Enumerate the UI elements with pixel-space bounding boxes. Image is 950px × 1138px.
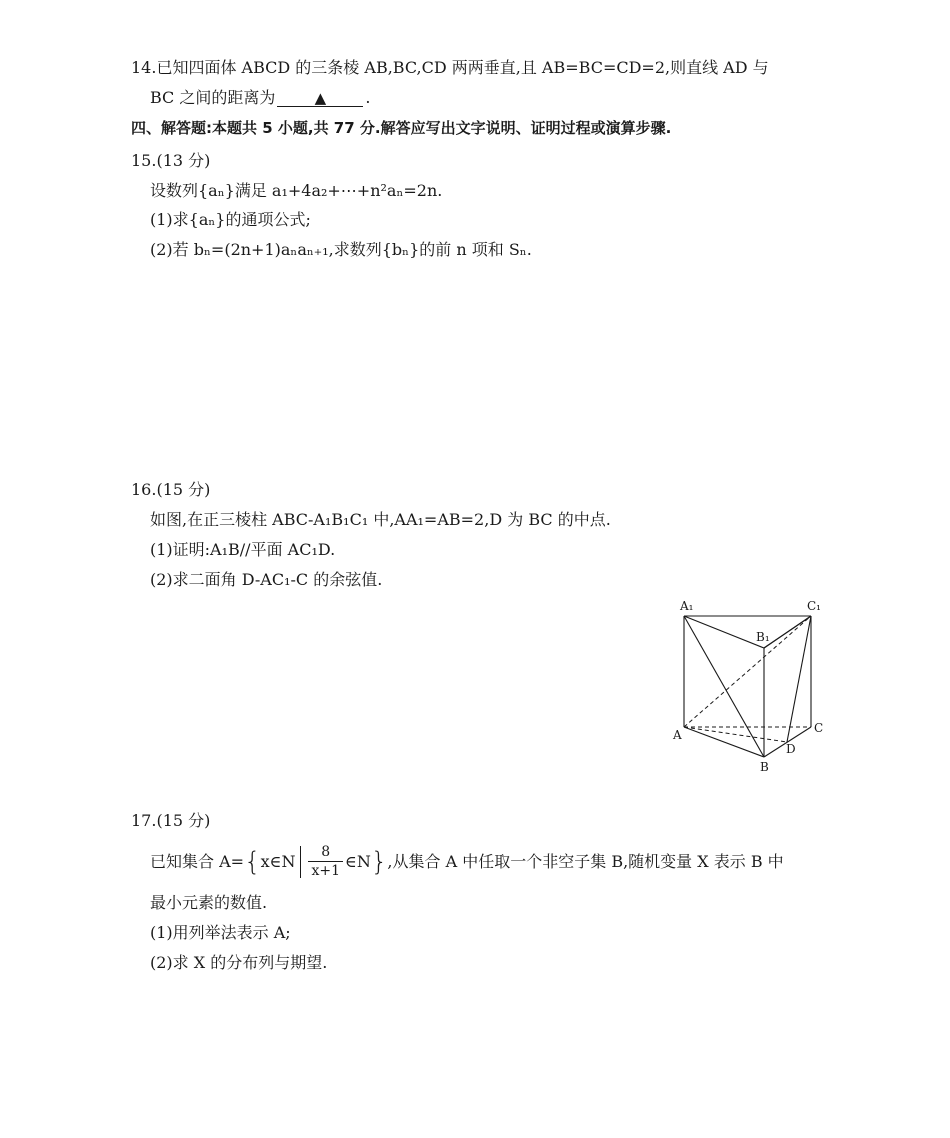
set-divider <box>300 846 301 878</box>
label-d: D <box>786 742 796 756</box>
fraction-numerator: 8 <box>321 844 331 860</box>
q17-stem-line2: 最小元素的数值. <box>150 893 268 912</box>
triangle-icon: ▲ <box>314 89 327 107</box>
set-condition-left: x∈N <box>260 851 296 871</box>
segment-a-c1-hidden <box>684 616 811 727</box>
q14-line2 <box>150 90 370 107</box>
right-brace: } <box>370 846 388 877</box>
prism-figure <box>670 596 835 776</box>
label-b: B <box>760 760 769 774</box>
q16-header: 16.(15 分) <box>131 480 211 499</box>
label-a1: A₁ <box>680 599 694 613</box>
q14-line2-suffix: . <box>365 88 371 107</box>
edge-a1-b1 <box>684 616 764 648</box>
segment-b1-c1-d <box>764 616 811 648</box>
fraction <box>308 845 343 878</box>
label-b1: B₁ <box>756 630 770 644</box>
segment-a-d-hidden <box>684 727 787 742</box>
label-c1: C₁ <box>807 599 821 613</box>
answer-blank <box>277 90 363 107</box>
q17-header: 17.(15 分) <box>131 811 211 830</box>
q14-line2-prefix: BC 之间的距离为 <box>150 88 276 107</box>
q17-part1: (1)用列举法表示 A; <box>150 923 291 942</box>
label-c: C <box>814 721 824 735</box>
q17-stem-line1 <box>150 845 784 878</box>
fraction-denominator: x+1 <box>308 861 343 878</box>
q16-part2: (2)求二面角 D-AC₁-C 的余弦值. <box>150 570 383 589</box>
label-a: A <box>673 728 682 742</box>
q16-stem: 如图,在正三棱柱 ABC-A₁B₁C₁ 中,AA₁=AB=2,D 为 BC 的中点. <box>150 510 611 529</box>
q15-part1: (1)求{aₙ}的通项公式; <box>150 210 311 229</box>
edge-a-b <box>684 727 764 757</box>
section-heading: 四、解答题:本题共 5 小题,共 77 分.解答应写出文字说明、证明过程或演算步骤. <box>131 119 672 137</box>
left-brace: { <box>244 846 261 877</box>
q14-line1: 14.已知四面体 ABCD 的三条棱 AB,BC,CD 两两垂直,且 AB=BC=CD=2,则直线 AD 与 <box>131 58 769 77</box>
q16-part1: (1)证明:A₁B//平面 AC₁D. <box>150 540 336 559</box>
set-condition-right: ∈N <box>345 851 371 871</box>
q17-stem-prefix: 已知集合 A= <box>150 851 245 871</box>
q17-stem-suffix: ,从集合 A 中任取一个非空子集 B,随机变量 X 表示 B 中 <box>387 851 784 871</box>
q17-part2: (2)求 X 的分布列与期望. <box>150 953 328 972</box>
segment-a1-b <box>684 616 764 757</box>
segment-c1-d <box>787 616 811 742</box>
q15-stem: 设数列{aₙ}满足 a₁+4a₂+⋯+n²aₙ=2n. <box>150 181 443 200</box>
q15-header: 15.(13 分) <box>131 151 211 170</box>
q15-part2: (2)若 bₙ=(2n+1)aₙaₙ₊₁,求数列{bₙ}的前 n 项和 Sₙ. <box>150 240 532 259</box>
